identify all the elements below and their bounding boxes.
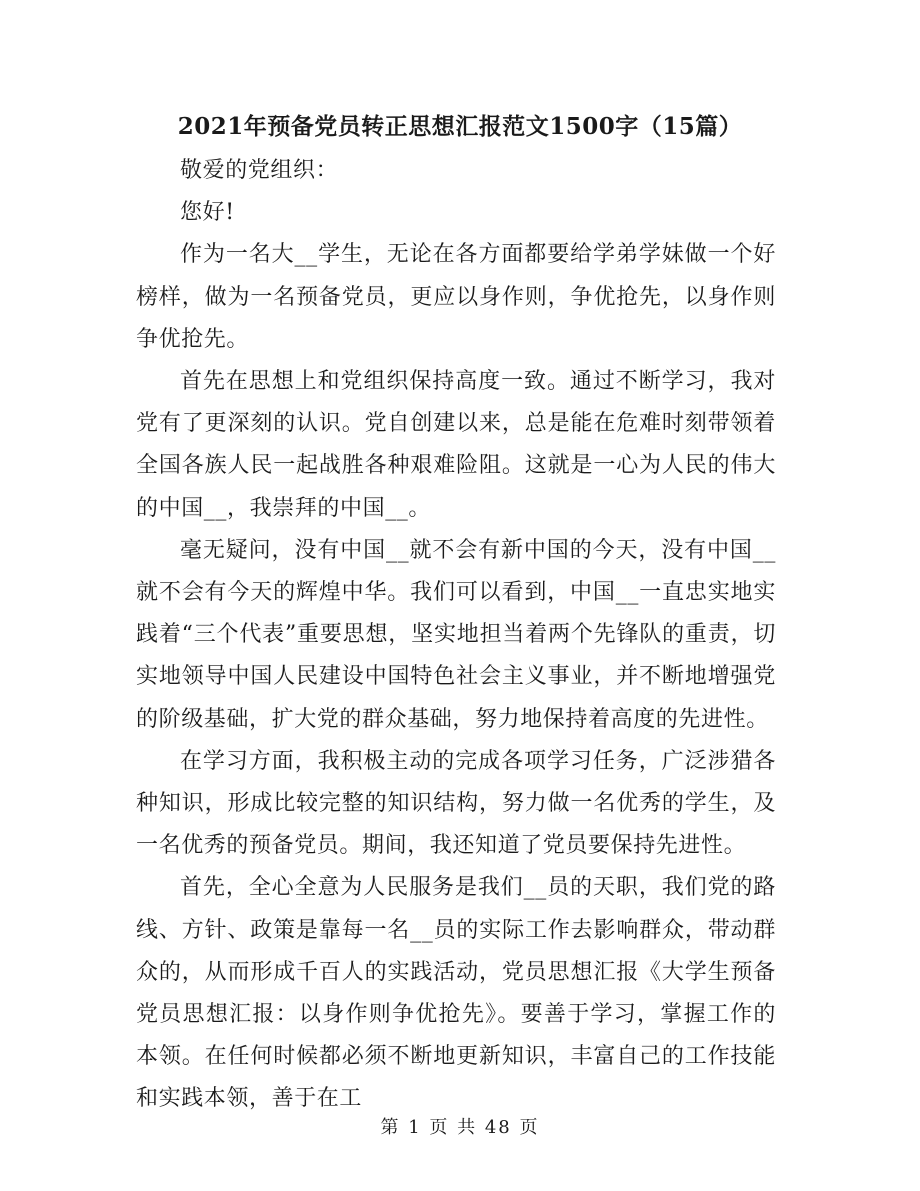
document-title: 2021年预备党员转正思想汇报范文1500字（15篇） (177, 113, 743, 140)
paragraph: 毫无疑问，没有中国__就不会有新中国的今天，没有中国__就不会有今天的辉煌中华。我们可以看到，中国__一直忠实地实践着“三个代表”重要思想，坚实地担当着两个先锋队的重责，切实地领导中国人民建设中国特色社会主义事业，并不断地增强党的阶级基础，扩大党的群众基础，努力地保持着高度的先进性。 (136, 537, 776, 732)
paragraph: 首先在思想上和党组织保持高度一致。通过不断学习，我对党有了更深刻的认识。党自创建以来，总是能在危难时刻带领着全国各族人民一起战胜各种艰难险阻。这就是一心为人民的伟大的中国__，我崇拜的中国__。 (136, 369, 776, 521)
salutation: 敬爱的党组织： (180, 158, 339, 183)
paragraph: 作为一名大__学生，无论在各方面都要给学弟学妹做一个好榜样，做为一名预备党员，更应以身作则，争优抢先，以身作则争优抢先。 (136, 242, 776, 352)
document-body (136, 150, 776, 1121)
page-number-footer: 第 1 页 共 48 页 (380, 1117, 540, 1138)
greeting: 您好! (180, 200, 235, 226)
paragraph: 在学习方面，我积极主动的完成各项学习任务，广泛涉猎各种知识，形成比较完整的知识结构，努力做一名优秀的学生，及一名优秀的预备党员。期间，我还知道了党员要保持先进性。 (136, 748, 776, 859)
paragraph: 首先，全心全意为人民服务是我们__员的天职，我们党的路线、方针、政策是靠每一名__员的实际工作去影响群众，带动群众的，从而形成千百人的实践活动，党员思想汇报《大学生预备党员思想汇报：以身作则争优抢先》。要善于学习，掌握工作的本领。在任何时候都必须不断地更新知识，丰富自己的工作技能和实践本领，善于在工 (136, 875, 776, 1112)
